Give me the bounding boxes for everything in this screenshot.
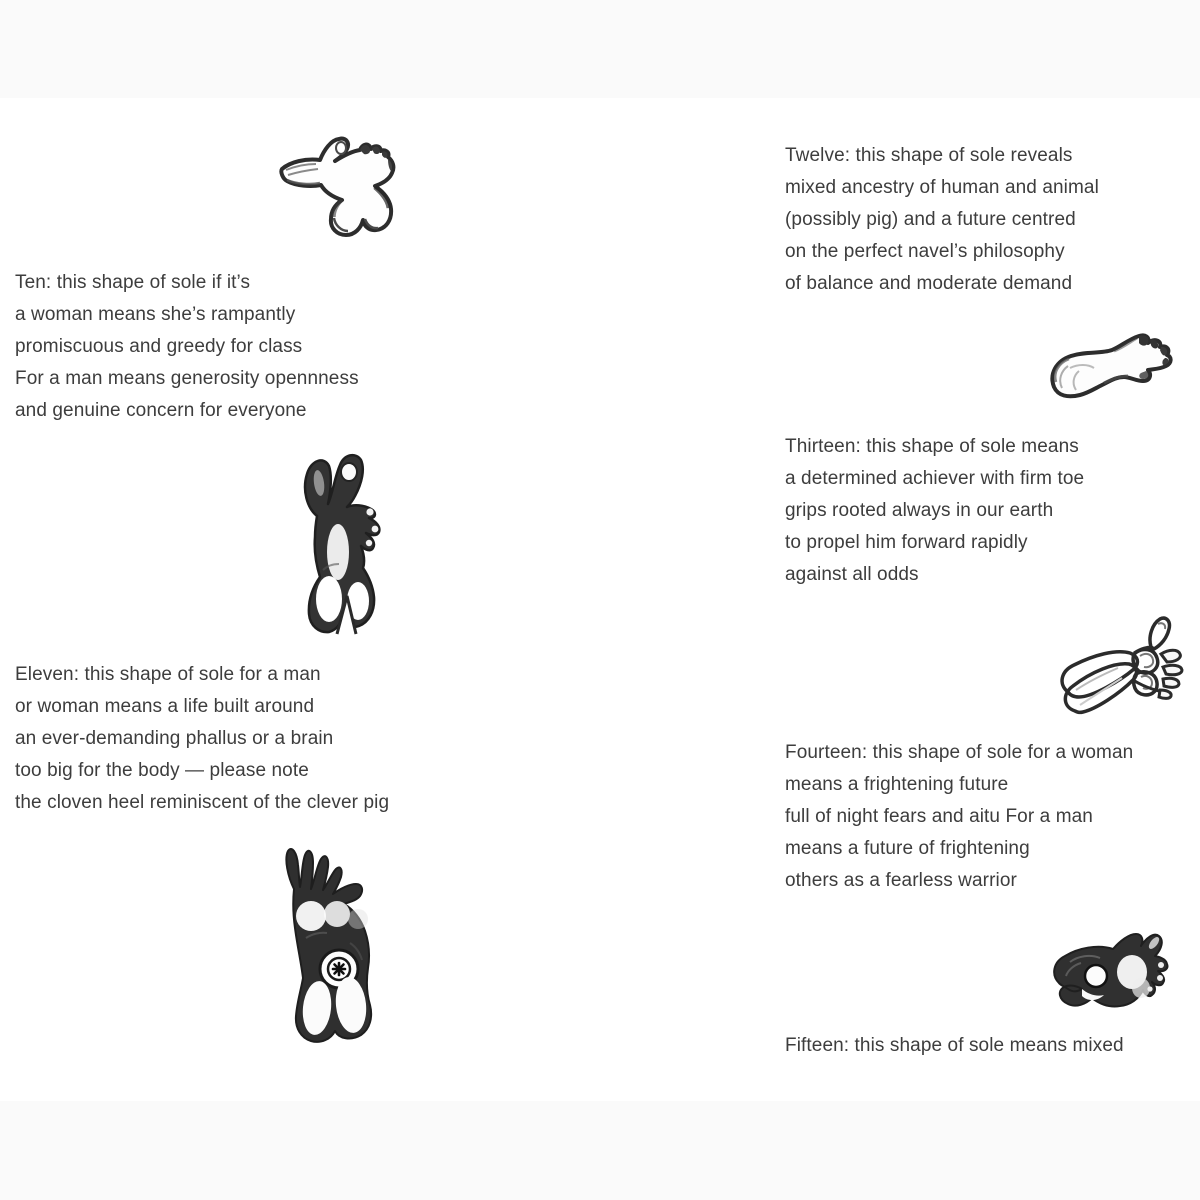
sole-sketch-ten-image [278, 136, 404, 248]
sole-sketch-fourteen-image [1050, 612, 1190, 730]
sole-sketch-fifteen [1044, 928, 1191, 1025]
caption-ten [15, 267, 359, 427]
caption-line: grips rooted always in our earth [785, 500, 1054, 521]
caption-fifteen [785, 1030, 1124, 1062]
caption-line: means a frightening future [785, 774, 1009, 795]
caption-line: a woman means she’s rampantly [15, 304, 296, 325]
caption-fourteen [785, 737, 1133, 897]
caption-line: (possibly pig) and a future centred [785, 209, 1076, 230]
caption-line: For a man means generosity opennness [15, 368, 359, 389]
caption-line: against all odds [785, 564, 919, 585]
caption-line: mixed ancestry of human and animal [785, 177, 1099, 198]
sole-sketch-eleven-image [283, 450, 398, 635]
caption-line: Fourteen: this shape of sole for a woman [785, 742, 1134, 763]
caption-line: to propel him forward rapidly [785, 532, 1028, 553]
sole-sketch-navel-eye [270, 843, 408, 1048]
sole-sketch-thirteen-image [1046, 324, 1181, 424]
caption-line: full of night fears and aitu For a man [785, 806, 1093, 827]
caption-line: on the perfect navel’s philosophy [785, 241, 1065, 262]
caption-line: promiscuous and greedy for class [15, 336, 303, 357]
sole-sketch-fifteen-image [1044, 928, 1191, 1025]
sole-sketch-eleven [283, 450, 398, 635]
caption-line: and genuine concern for everyone [15, 400, 307, 421]
sole-sketch-ten [278, 136, 404, 248]
bottom-bar [0, 1101, 1200, 1200]
caption-line: Fifteen: this shape of sole means mixed [785, 1035, 1124, 1056]
caption-twelve [785, 140, 1099, 300]
caption-line: too big for the body — please note [15, 760, 309, 781]
caption-line: Twelve: this shape of sole reveals [785, 145, 1073, 166]
top-bar [0, 0, 1200, 98]
caption-eleven [15, 659, 389, 819]
caption-thirteen [785, 431, 1084, 591]
caption-line: the cloven heel reminiscent of the clever pig [15, 792, 390, 813]
caption-line: or woman means a life built around [15, 696, 315, 717]
caption-line: of balance and moderate demand [785, 273, 1073, 294]
caption-line: a determined achiever with firm toe [785, 468, 1085, 489]
sole-sketch-navel-eye-image [270, 843, 408, 1048]
caption-line: means a future of frightening [785, 838, 1030, 859]
caption-line: others as a fearless warrior [785, 870, 1017, 891]
caption-line: an ever-demanding phallus or a brain [15, 728, 334, 749]
caption-line: Ten: this shape of sole if it’s [15, 272, 251, 293]
caption-line: Thirteen: this shape of sole means [785, 436, 1079, 457]
sole-sketch-thirteen [1046, 324, 1181, 424]
caption-line: Eleven: this shape of sole for a man [15, 664, 321, 685]
sole-sketch-fourteen [1050, 612, 1190, 730]
